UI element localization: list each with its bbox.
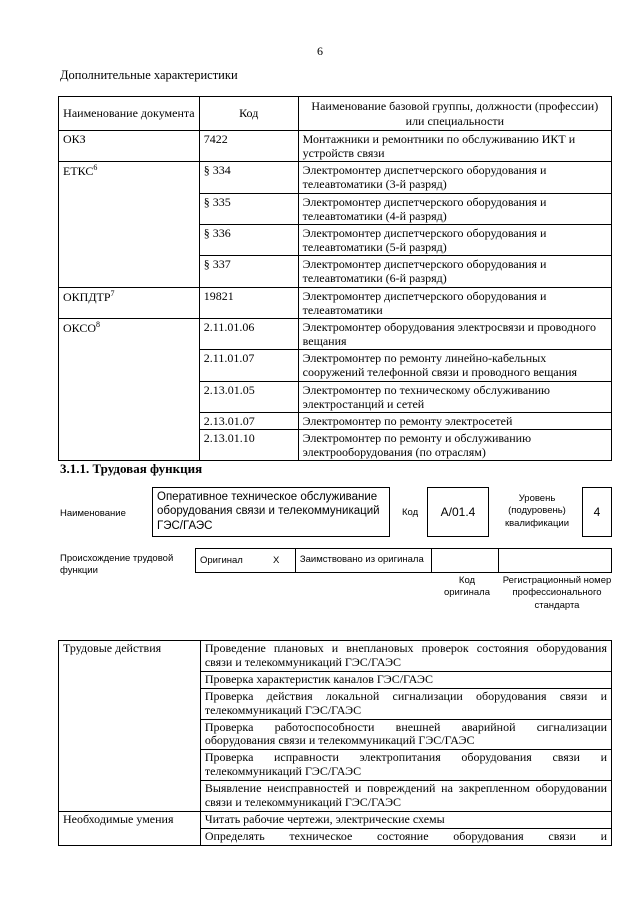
function-code: A/01.4 (427, 487, 489, 537)
okz-doc: ОКЗ (59, 131, 200, 162)
okso-code: 2.11.01.06 (199, 318, 298, 349)
okso-name: Электромонтер оборудования электросвязи и проводного вещания (298, 318, 611, 349)
function-name: Оперативное техническое обслуживание оборудования связи и телекоммуникаций ГЭС/ГАЭС (152, 487, 390, 537)
etks-code: § 337 (199, 256, 298, 287)
okso-code: 2.13.01.07 (199, 412, 298, 429)
qualification-level: 4 (582, 487, 612, 537)
skill-item: Определять техническое состояние оборудования связи и (200, 828, 611, 845)
footnote-ref: 8 (96, 319, 101, 329)
okpdtr-code: 19821 (199, 287, 298, 318)
header-name: Наименование базовой группы, должности (профессии) или специальности (298, 97, 611, 131)
okso-name: Электромонтер по ремонту и обслуживанию электрооборудования (по отраслям) (298, 429, 611, 460)
etks-code: § 334 (199, 162, 298, 193)
okso-doc: ОКСО$^8$ (59, 318, 200, 460)
reg-number-cell (499, 549, 612, 573)
page-number: 6 (317, 44, 323, 58)
etks-name: Электромонтер диспетчерского оборудования и телеавтоматики (3-й разряд) (298, 162, 611, 193)
origin-table (195, 548, 612, 573)
footnote-ref: 6 (93, 163, 98, 173)
code-original-cell (431, 549, 499, 573)
code-original-label: Код оригинала (443, 575, 490, 599)
etks-code: § 335 (199, 193, 298, 224)
okso-code: 2.13.01.05 (199, 381, 298, 412)
work-actions-table (58, 640, 612, 846)
borrowed-label: Заимствовано из оригинала (295, 549, 431, 573)
etks-name: Электромонтер диспетчерского оборудования и телеавтоматики (5-й разряд) (298, 224, 611, 255)
skills-label: Необходимые умения (59, 811, 201, 845)
okpdtr-doc: ОКПДТР$^7$ (59, 287, 200, 318)
okz-code: 7422 (199, 131, 298, 162)
okso-code: 2.11.01.07 (199, 350, 298, 381)
name-label: Наименование (60, 508, 126, 519)
action-item: Проведение плановых и внеплановых проверок состояния оборудования связи и телекоммуникаций ГЭС/ГАЭС (200, 641, 611, 672)
code-label: Код (402, 507, 419, 518)
etks-doc: ЕТКС$^6$ (59, 162, 200, 287)
action-item: Проверка характеристик каналов ГЭС/ГАЭС (200, 671, 611, 688)
okso-name: Электромонтер по ремонту линейно-кабельных сооружений телефонной связи и проводного вещания (298, 350, 611, 381)
okso-name: Электромонтер по техническому обслуживанию электростанций и сетей (298, 381, 611, 412)
original-label: Оригинал (196, 549, 258, 573)
actions-label: Трудовые действия (59, 641, 201, 812)
level-label: Уровень (подуровень) квалификации (504, 493, 570, 529)
okpdtr-name: Электромонтер диспетчерского оборудования и телеавтоматики (298, 287, 611, 318)
okso-name: Электромонтер по ремонту электросетей (298, 412, 611, 429)
okz-name: Монтажники и ремонтники по обслуживанию ИКТ и устройств связи (298, 131, 611, 162)
skill-item: Читать рабочие чертежи, электрические схемы (200, 811, 611, 828)
additional-characteristics-table (58, 96, 612, 461)
action-item: Проверка работоспособности внешней аварийной сигнализации оборудования связи и телекоммуникаций ГЭС/ГАЭС (200, 719, 611, 750)
function-heading: 3.1.1. Трудовая функция (60, 461, 203, 476)
section-title: Дополнительные характеристики (60, 68, 238, 82)
action-item: Выявление неисправностей и повреждений на закрепленном оборудовании связи и телекоммуникаций ГЭС/ГАЭС (200, 781, 611, 812)
action-item: Проверка исправности электропитания оборудования связи и телекоммуникаций ГЭС/ГАЭС (200, 750, 611, 781)
etks-name: Электромонтер диспетчерского оборудования и телеавтоматики (6-й разряд) (298, 256, 611, 287)
origin-label: Происхождение трудовой функции (60, 553, 174, 577)
etks-code: § 336 (199, 224, 298, 255)
original-mark: X (257, 549, 295, 573)
action-item: Проверка действия локальной сигнализации оборудования связи и телекоммуникаций ГЭС/ГАЭС (200, 688, 611, 719)
okso-code: 2.13.01.10 (199, 429, 298, 460)
footnote-ref: 7 (110, 288, 115, 298)
header-code: Код (199, 97, 298, 131)
etks-name: Электромонтер диспетчерского оборудования и телеавтоматики (4-й разряд) (298, 193, 611, 224)
header-document: Наименование документа (59, 97, 200, 131)
reg-number-label: Регистрационный номер профессионального стандарта (502, 575, 612, 611)
